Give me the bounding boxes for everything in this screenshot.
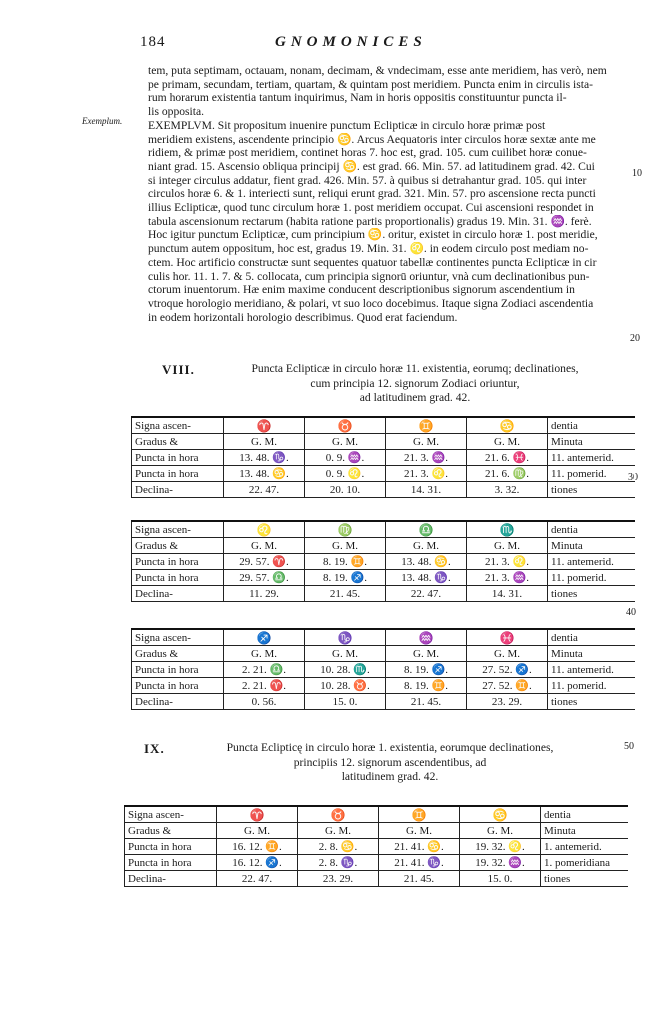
table-cell: 21. 6. ♓. xyxy=(467,450,548,466)
table-cell: G. M. xyxy=(224,434,305,450)
row-suffix: 11. antemerid. xyxy=(548,554,635,570)
zodiac-sign-cell: ♎ xyxy=(386,521,467,538)
row-suffix: dentia xyxy=(541,806,628,823)
text-line: meridiem existens, ascendente principio ♋. Arcus Aequatoris inter circulos horæ sextæ ante me xyxy=(148,132,596,146)
table-cell: G. M. xyxy=(460,823,541,839)
text-line: punctum autem oppositum, hoc est, gradus 19. Min. 31. ♌. in eodem circulo post mediam no- xyxy=(148,242,589,256)
table-8-block-3 xyxy=(131,628,635,710)
row-label: Declina- xyxy=(132,694,224,710)
row-label: Gradus & xyxy=(132,434,224,450)
zodiac-sign-cell: ♑ xyxy=(305,629,386,646)
text-line: niant grad. 15. Ascensio obliqua principij ♋. est grad. 66. Min. 57. ad latitudinem grad. 42. Cui xyxy=(148,159,595,173)
row-label: Puncta in hora xyxy=(132,466,224,482)
table-cell: 2. 8. ♋. xyxy=(298,839,379,855)
zodiac-sign-cell: ♈ xyxy=(224,417,305,434)
table-9-numeral: IX. xyxy=(144,741,165,756)
row-suffix: tiones xyxy=(548,586,635,602)
row-label: Puncta in hora xyxy=(125,855,217,871)
row-suffix: dentia xyxy=(548,521,635,538)
table-cell: 29. 57. ♈. xyxy=(224,554,305,570)
table-cell: 13. 48. ♑. xyxy=(386,570,467,586)
table-cell: 8. 19. ♊. xyxy=(386,678,467,694)
table-cell: 0. 56. xyxy=(224,694,305,710)
table-cell: 27. 52. ♐. xyxy=(467,662,548,678)
table-cell: 13. 48. ♋. xyxy=(224,466,305,482)
text-line: ctem. Hoc artificio constructæ sunt sequentes quatuor tabellæ continentes puncta Eclipticæ in cir xyxy=(148,255,597,269)
table-cell: 2. 8. ♑. xyxy=(298,855,379,871)
table-cell: 19. 32. ♒. xyxy=(460,855,541,871)
row-label: Gradus & xyxy=(132,646,224,662)
line-number-40: 40 xyxy=(626,607,636,618)
row-suffix: dentia xyxy=(548,629,635,646)
row-label: Gradus & xyxy=(125,823,217,839)
row-suffix: dentia xyxy=(548,417,635,434)
zodiac-sign-cell: ♋ xyxy=(460,806,541,823)
table-cell: 3. 32. xyxy=(467,482,548,498)
zodiac-sign-cell: ♉ xyxy=(298,806,379,823)
table-9 xyxy=(124,805,628,887)
table-cell: 8. 19. ♊. xyxy=(305,554,386,570)
line-number-20: 20 xyxy=(630,333,640,344)
text-line: ctorum inuentorum. Hæ enim maxime conducent descriptionibus signorum ascendentium in xyxy=(148,283,575,297)
caption-line: Puncta Eclipticæ in circulo horæ 11. existentia, eorumq; declinationes, xyxy=(251,362,579,375)
table-cell: 16. 12. ♐. xyxy=(217,855,298,871)
row-suffix: tiones xyxy=(548,694,635,710)
table-cell: 21. 3. ♌. xyxy=(467,554,548,570)
table-cell: 13. 48. ♑. xyxy=(224,450,305,466)
zodiac-sign-cell: ♋ xyxy=(467,417,548,434)
zodiac-sign-cell: ♐ xyxy=(224,629,305,646)
text-line: illius Eclipticæ, quod tunc circulum horæ 1. post meridiem occupat. Cui ascensioni respondet in xyxy=(148,201,594,215)
table-cell: G. M. xyxy=(305,538,386,554)
table-cell: 22. 47. xyxy=(386,586,467,602)
row-suffix: tiones xyxy=(541,871,628,887)
table-cell: 2. 21. ♎. xyxy=(224,662,305,678)
table-cell: 21. 41. ♑. xyxy=(379,855,460,871)
row-suffix: Minuta xyxy=(548,538,635,554)
row-label: Signa ascen- xyxy=(125,806,217,823)
text-line: circulos horæ 6. & 1. interiecti sunt, reliqui erunt grad. 321. Min. 57. pro ascensione recta puncti xyxy=(148,187,596,201)
text-line: pe primam, secundam, tertiam, quartam, & quintam post meridiem. Puncta enim in circulis ista- xyxy=(148,77,593,91)
zodiac-sign-cell: ♓ xyxy=(467,629,548,646)
table-cell: 8. 19. ♐. xyxy=(386,662,467,678)
table-cell: 21. 3. ♒. xyxy=(467,570,548,586)
text-line: rum horarum existentia tantum inquirimus, Nam in horis oppositis constituuntur puncta il- xyxy=(148,91,567,105)
table-cell: G. M. xyxy=(305,434,386,450)
table-9-caption xyxy=(190,741,590,785)
row-label: Puncta in hora xyxy=(132,662,224,678)
table-cell: G. M. xyxy=(298,823,379,839)
table-cell: 21. 45. xyxy=(379,871,460,887)
table-cell: G. M. xyxy=(467,538,548,554)
row-label: Puncta in hora xyxy=(132,554,224,570)
table-8-block-2 xyxy=(131,520,635,602)
table-cell: 2. 21. ♈. xyxy=(224,678,305,694)
caption-line: Puncta Eclipticę in circulo horæ 1. existentia, eorumque declinationes, xyxy=(226,741,554,754)
table-cell: 15. 0. xyxy=(305,694,386,710)
caption-line: latitudinem grad. 42. xyxy=(341,770,439,783)
zodiac-sign-cell: ♒ xyxy=(386,629,467,646)
text-line: lis opposita. xyxy=(148,105,205,119)
table-cell: G. M. xyxy=(379,823,460,839)
caption-line: ad latitudinem grad. 42. xyxy=(359,391,471,404)
table-cell: G. M. xyxy=(467,434,548,450)
line-number-30: 30 xyxy=(628,472,638,483)
table-cell: G. M. xyxy=(217,823,298,839)
table-cell: 8. 19. ♐. xyxy=(305,570,386,586)
line-number-10: 10 xyxy=(632,168,642,179)
table-8-block-1 xyxy=(131,416,635,498)
table-cell: 11. 29. xyxy=(224,586,305,602)
zodiac-sign-cell: ♏ xyxy=(467,521,548,538)
text-line: in eodem horizontali horologio describimus. Quod erat faciendum. xyxy=(148,310,458,324)
row-label: Puncta in hora xyxy=(132,570,224,586)
table-cell: G. M. xyxy=(224,538,305,554)
table-cell: 22. 47. xyxy=(224,482,305,498)
table-cell: 16. 12. ♊. xyxy=(217,839,298,855)
row-suffix: Minuta xyxy=(541,823,628,839)
row-label: Gradus & xyxy=(132,538,224,554)
row-suffix: 11. antemerid. xyxy=(548,450,635,466)
caption-line: principiis 12. signorum ascendentibus, ad xyxy=(293,755,487,769)
text-line: EXEMPLVM. Sit propositum inuenire punctum Eclipticæ in circulo horæ primæ post xyxy=(148,118,546,132)
table-cell: 20. 10. xyxy=(305,482,386,498)
text-line: ridiem, & primæ post meridiem, continet horas 7. hoc est, grad. 105. cum cuilibet horæ conue- xyxy=(148,146,587,160)
row-suffix: 11. pomerid. xyxy=(548,466,635,482)
row-suffix: 11. pomerid. xyxy=(548,678,635,694)
zodiac-sign-cell: ♉ xyxy=(305,417,386,434)
row-label: Puncta in hora xyxy=(132,450,224,466)
text-line: Hoc igitur punctum Eclipticæ, cum principium ♋. oritur, existet in circulo horæ 1. post meridie, xyxy=(148,228,598,242)
table-cell: G. M. xyxy=(386,538,467,554)
row-suffix: 11. pomerid. xyxy=(548,570,635,586)
table-8-numeral: VIII. xyxy=(162,362,195,377)
table-cell: 0. 9. ♒. xyxy=(305,450,386,466)
body-text xyxy=(148,64,628,324)
running-header xyxy=(140,34,510,54)
table-cell: 14. 31. xyxy=(386,482,467,498)
table-cell: 13. 48. ♋. xyxy=(386,554,467,570)
row-label: Signa ascen- xyxy=(132,417,224,434)
row-suffix: tiones xyxy=(548,482,635,498)
page-number: 184 xyxy=(140,34,166,50)
row-label: Declina- xyxy=(132,586,224,602)
text-line: si integer circulus addatur, fient grad. 426. Min. 57. à quibus si detrahantur grad. 105. qui inter xyxy=(148,173,587,187)
row-suffix: Minuta xyxy=(548,646,635,662)
text-line: vtroque horologio meridiano, & polari, vt suo loco docebimus. Itaque signa Zodiaci ascendentia xyxy=(148,296,594,310)
table-cell: 22. 47. xyxy=(217,871,298,887)
row-label: Declina- xyxy=(132,482,224,498)
table-cell: G. M. xyxy=(467,646,548,662)
line-number-50: 50 xyxy=(624,741,634,752)
table-cell: 21. 45. xyxy=(305,586,386,602)
table-8-caption xyxy=(225,362,605,406)
row-suffix: 11. antemerid. xyxy=(548,662,635,678)
table-cell: 27. 52. ♊. xyxy=(467,678,548,694)
table-cell: 23. 29. xyxy=(298,871,379,887)
row-label: Signa ascen- xyxy=(132,521,224,538)
zodiac-sign-cell: ♊ xyxy=(379,806,460,823)
row-label: Puncta in hora xyxy=(125,839,217,855)
text-line: tem, puta septimam, octauam, nonam, decimam, & vndecimam, esse ante meridiem, has verò, nem xyxy=(148,64,607,77)
row-suffix: 1. antemerid. xyxy=(541,839,628,855)
table-cell: 23. 29. xyxy=(467,694,548,710)
row-label: Signa ascen- xyxy=(132,629,224,646)
table-cell: 0. 9. ♌. xyxy=(305,466,386,482)
table-cell: 21. 45. xyxy=(386,694,467,710)
table-cell: G. M. xyxy=(305,646,386,662)
table-cell: 21. 3. ♌. xyxy=(386,466,467,482)
margin-note-exemplum: Exemplum. xyxy=(82,116,123,126)
zodiac-sign-cell: ♌ xyxy=(224,521,305,538)
text-line: culis hor. 11. 1. 7. & 5. collocata, cum principia signorū oriuntur, vnà cum declinationibus pun- xyxy=(148,269,590,283)
caption-line: cum principia 12. signorum Zodiaci oriuntur, xyxy=(310,376,520,390)
table-cell: 10. 28. ♉. xyxy=(305,678,386,694)
table-cell: 21. 6. ♍. xyxy=(467,466,548,482)
running-title: GNOMONICES xyxy=(275,34,427,50)
table-cell: 14. 31. xyxy=(467,586,548,602)
table-cell: G. M. xyxy=(386,434,467,450)
zodiac-sign-cell: ♊ xyxy=(386,417,467,434)
text-line: tabula ascensionum rectarum (habita ratione partis proportionalis) gradus 19. Min. 31. ♒. ferè. xyxy=(148,214,592,228)
table-cell: 21. 3. ♒. xyxy=(386,450,467,466)
table-cell: 19. 32. ♌. xyxy=(460,839,541,855)
row-suffix: Minuta xyxy=(548,434,635,450)
row-label: Declina- xyxy=(125,871,217,887)
table-cell: 21. 41. ♋. xyxy=(379,839,460,855)
table-cell: 10. 28. ♏. xyxy=(305,662,386,678)
zodiac-sign-cell: ♍ xyxy=(305,521,386,538)
row-label: Puncta in hora xyxy=(132,678,224,694)
table-cell: 29. 57. ♎. xyxy=(224,570,305,586)
row-suffix: 1. pomeridiana xyxy=(541,855,628,871)
table-cell: 15. 0. xyxy=(460,871,541,887)
table-cell: G. M. xyxy=(224,646,305,662)
zodiac-sign-cell: ♈ xyxy=(217,806,298,823)
table-cell: G. M. xyxy=(386,646,467,662)
